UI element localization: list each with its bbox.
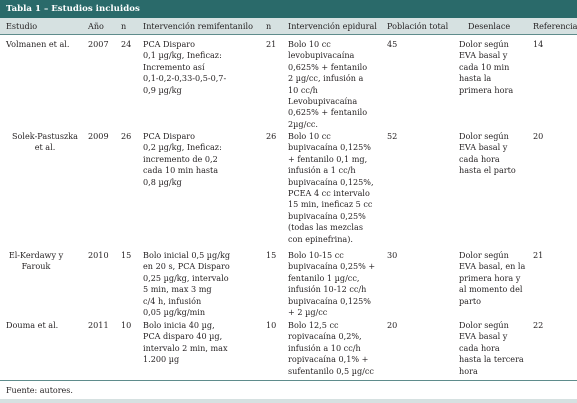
cell-anio: 2007 — [88, 39, 109, 49]
cell-n-epidural: 21 — [266, 39, 277, 49]
table-header-row — [0, 18, 577, 34]
table-bottom-rule — [0, 380, 577, 381]
cell-anio: 2011 — [88, 320, 109, 330]
cell-estudio: Douma et al. — [6, 320, 59, 330]
cell-referencia: 22 — [533, 320, 544, 330]
cell-poblacion: 30 — [387, 250, 398, 260]
cell-referencia: 21 — [533, 250, 544, 260]
cell-remifentanilo: PCA Disparo 0,2 µg/kg, Ineficaz: incremento de 0,2 cada 10 min hasta 0,8 µg/kg — [143, 131, 222, 187]
cell-referencia: 20 — [533, 131, 544, 141]
cell-n: 24 — [121, 39, 132, 49]
cell-n: 15 — [121, 250, 132, 260]
cell-anio: 2009 — [88, 131, 109, 141]
cell-epidural: Bolo 10-15 cc bupivacaína 0,25% + fentanilo 1 µg/cc, infusión 10-12 cc/h bupivacaína 0,125% + 2 µg/cc — [288, 250, 376, 318]
cell-desenlace: Dolor según EVA basal, en la primera hora y al momento del parto — [459, 250, 526, 306]
cell-poblacion: 45 — [387, 39, 398, 49]
cell-epidural: Bolo 10 cc bupivacaína 0,125% + fentanilo 0,1 mg, infusión a 1 cc/h bupivacaína 0,125%, PCEA 4 cc intervalo 15 min, ineficaz 5 cc bupivacaína 0,25% (todas las mezclas con epinefrina). — [288, 131, 374, 244]
cell-n: 10 — [121, 320, 132, 330]
cell-estudio: El-Kerdawy y Farouk — [8, 250, 64, 272]
cell-n-epidural: 10 — [266, 320, 277, 330]
cell-epidural: Bolo 10 cc levobupivacaína 0,625% + fentanilo 2 µg/cc, infusión a 10 cc/h Levobupivacaína 0,625% + fentanilo 2µg/cc. — [288, 39, 368, 129]
header-epidural: Intervención epidural — [288, 21, 377, 31]
header-desenlace: Desenlace — [468, 21, 511, 31]
cell-n: 26 — [121, 131, 132, 141]
header-poblacion: Población total — [387, 21, 449, 31]
header-estudio: Estudio — [6, 21, 38, 31]
header-remifentanilo: Intervención remifentanilo — [143, 21, 253, 31]
cell-remifentanilo: Bolo inicia 40 µg, PCA disparo 40 µg, intervalo 2 min, max 1.200 µg — [143, 320, 228, 365]
header-n: n — [121, 21, 127, 31]
cell-desenlace: Dolor según EVA basal y cada hora hasta la tercera hora — [459, 320, 524, 376]
header-rule — [0, 34, 577, 35]
cell-estudio: Solek-Pastuszka et al. — [12, 131, 78, 153]
cell-poblacion: 52 — [387, 131, 398, 141]
header-anio: Año — [88, 21, 104, 31]
cell-n-epidural: 15 — [266, 250, 277, 260]
cell-remifentanilo: Bolo inicial 0,5 µg/kg en 20 s, PCA Disparo 0,25 µg/kg, intervalo 5 min, max 3 mg c/4 h, infusión 0,05 µg/kg/min — [143, 250, 231, 318]
cell-anio: 2010 — [88, 250, 109, 260]
cell-referencia: 14 — [533, 39, 544, 49]
cell-remifentanilo: PCA Disparo 0,1 µg/kg, Ineficaz: Incremento así 0,1-0,2-0,33-0,5-0,7- 0,9 µg/kg — [143, 39, 227, 95]
cell-estudio: Volmanen et al. — [6, 39, 70, 49]
table-footer: Fuente: autores. — [6, 386, 73, 395]
table-title: Tabla 1 – Estudios incluidos — [0, 0, 577, 18]
cell-desenlace: Dolor según EVA basal y cada 10 min hasta la primera hora — [459, 39, 514, 95]
header-n-epidural: n — [266, 21, 272, 31]
header-referencia: Referencia — [533, 21, 577, 31]
cell-n-epidural: 26 — [266, 131, 277, 141]
cell-epidural: Bolo 12,5 cc ropivacaína 0,2%, infusión a 10 cc/h ropivacaína 0,1% + sufentanilo 0,5 µg/cc — [288, 320, 374, 376]
cell-desenlace: Dolor según EVA basal y cada hora hasta el parto — [459, 131, 516, 176]
bottom-band — [0, 399, 577, 403]
cell-poblacion: 20 — [387, 320, 398, 330]
